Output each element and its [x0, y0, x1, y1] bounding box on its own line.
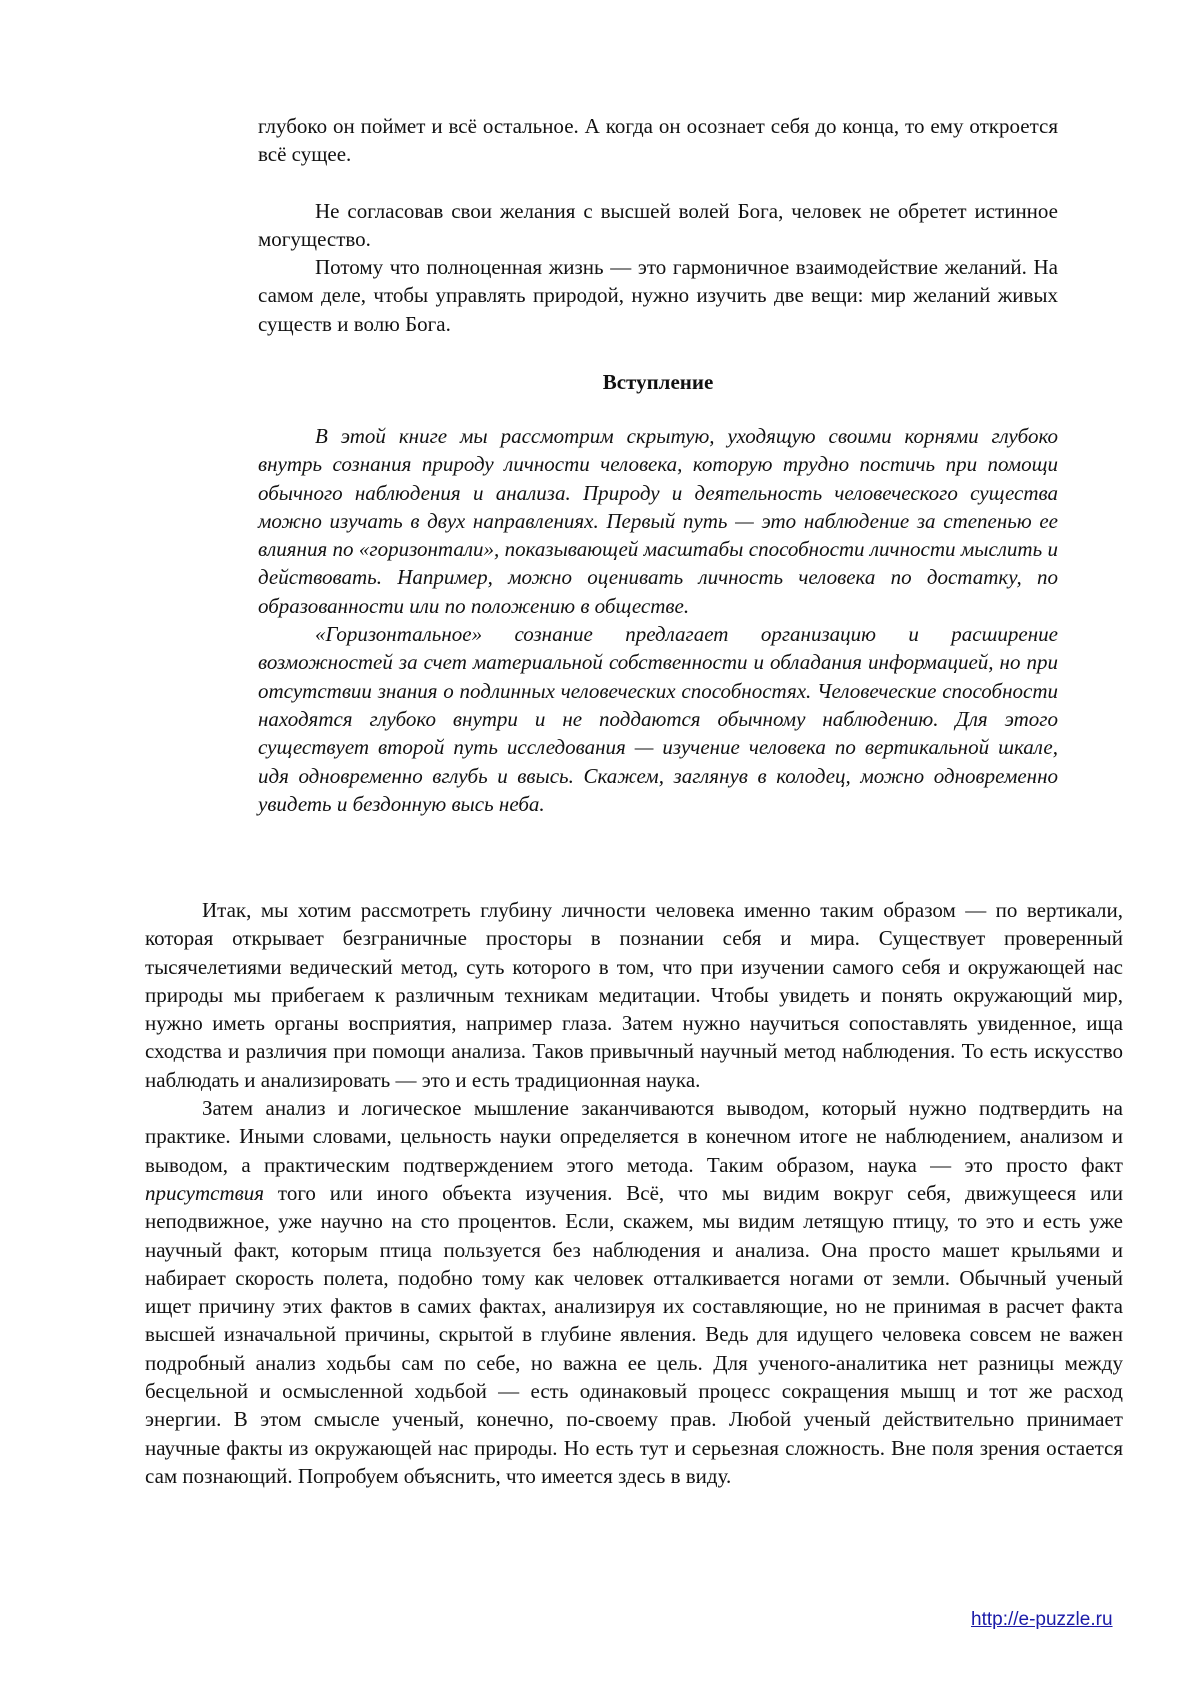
- emphasis-text: присутствия: [145, 1180, 265, 1205]
- footer-link[interactable]: http://e-puzzle.ru: [971, 1609, 1113, 1630]
- top-text: [258, 112, 1058, 338]
- main-text: [145, 896, 1123, 1490]
- paragraph: В этой книге мы рассмотрим скрытую, уходящую своими корнями глубоко внутрь сознания природу личности человека, которую трудно постичь при помощи обычного наблюдения и анализа. Природу и деятельность человеческого существа можно изучать в двух направлениях. Первый путь — это наблюдение за степенью ее влияния по «горизонтали», показывающей масштабы способности личности мыслить и действовать. Например, можно оценивать личность человека по достатку, по образованности или по положению в обществе.: [258, 424, 1058, 618]
- paragraph: Потому что полноценная жизнь — это гармоничное взаимодействие желаний. На самом деле, чтобы управлять природой, нужно изучить две вещи: мир желаний живых существ и волю Бога.: [258, 255, 1058, 336]
- intro-text: [258, 422, 1058, 818]
- paragraph: глубоко он поймет и всё остальное. А когда он осознает себя до конца, то ему откроется всё сущее.: [258, 114, 1058, 167]
- paragraph: Итак, мы хотим рассмотреть глубину личности человека именно таким образом — по вертикали, которая открывает безграничные просторы в познании себя и мира. Существует проверенный тысячелетиями ведический метод, суть которого в том, что при изучении самого себя и окружающей нас природы мы прибегаем к различным техникам медитации. Чтобы увидеть и понять окружающий мир, нужно иметь органы восприятия, например глаза. Затем нужно научиться сопоставлять увиденное, ища сходства и различия при помощи анализа. Таков привычный научный метод наблюдения. То есть искусство наблюдать и анализировать — это и есть традиционная наука.: [145, 898, 1123, 1092]
- section-title: Вступление: [602, 370, 714, 394]
- paragraph-text: того или иного объекта изучения. Всё, что мы видим вокруг себя, движущееся или неподвижное, уже научно на сто процентов. Если, скажем, мы видим летящую птицу, то это и есть уже научный факт, которым птица пользуется без наблюдения и анализа. Она просто машет крыльями и набирает скорость полета, подобно тому как человек отталкивается ногами от земли. Обычный ученый ищет причину этих фактов в самих фактах, анализируя их составляющие, но не принимая в расчет факта высшей изначальной причины, скрытой в глубине явления. Ведь для идущего человека совсем не важен подробный анализ ходьбы сам по себе, но важна ее цель. Для ученого-аналитика нет разницы между бесцельной и осмысленной ходьбой — есть одинаковый процесс сокращения мышц и тот же расход энергии. В этом смысле ученый, конечно, по-своему прав. Любой ученый действительно принимает научные факты из окружающей нас природы. Но есть тут и серьезная сложность. Вне поля зрения остается сам познающий. Попробуем объяснить, что имеется здесь в виду.: [145, 1180, 1123, 1488]
- paragraph: «Горизонтальное» сознание предлагает организацию и расширение возможностей за счет материальной собственности и обладания информацией, но при отсутствии знания о подлинных человеческих способностях. Человеческие способности находятся глубоко внутри и не поддаются обычному наблюдению. Для этого существует второй путь исследования — изучение человека по вертикальной шкале, идя одновременно вглубь и ввысь. Скажем, заглянув в колодец, можно одновременно увидеть и бездонную высь неба.: [258, 622, 1058, 816]
- paragraph: [145, 1094, 1123, 1490]
- paragraph: Не согласовав свои желания с высшей волей Бога, человек не обретет истинное могущество.: [258, 198, 1058, 251]
- paragraph-text: Затем анализ и логическое мышление заканчиваются выводом, который нужно подтвердить на практике. Иными словами, цельность науки определяется в конечном итоге не наблюдением, анализом и выводом, а практическим подтверждением этого метода. Таким образом, наука — это просто факт: [145, 1096, 1123, 1177]
